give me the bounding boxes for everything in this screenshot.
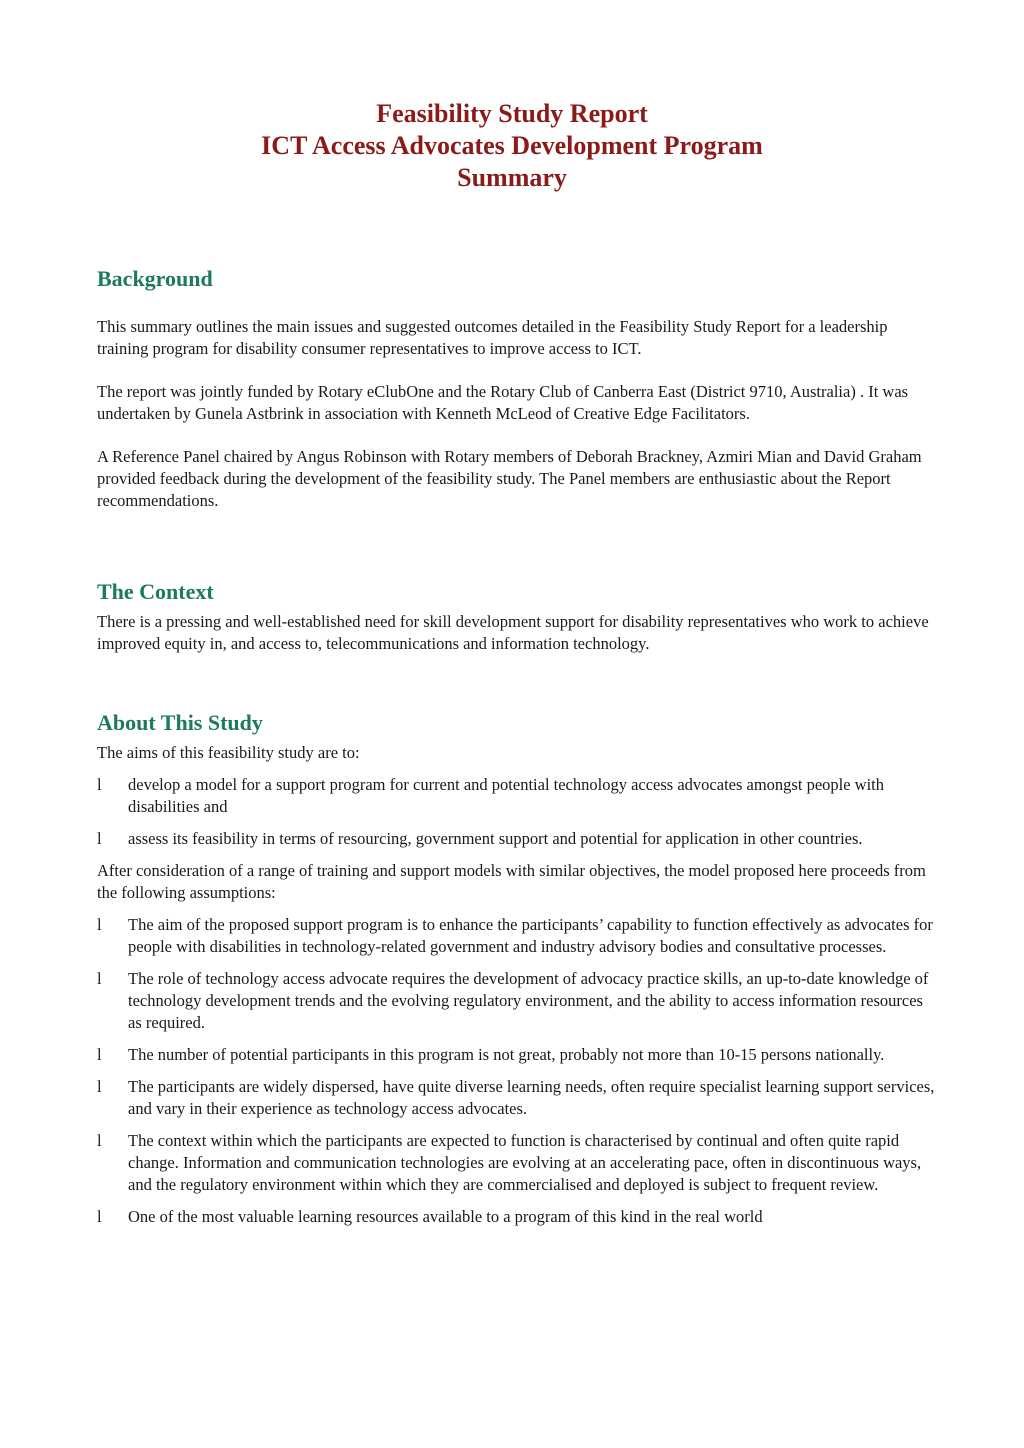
list-item-text: The participants are widely dispersed, have quite diverse learning needs, often require specialist learning support services, and vary in their experience as technology access advocates. [128,1077,935,1118]
list-item-text: The aim of the proposed support program is to enhance the participants’ capability to function effectively as advocates for people with disabilities in technology-related government and industry advisory bodies and consultative processes. [128,915,933,956]
list-item-text: assess its feasibility in terms of resourcing, government support and potential for application in other countries. [128,829,863,848]
bullet-icon: l [97,829,102,848]
assumptions-list [97,914,937,1228]
list-item-text: The number of potential participants in this program is not great, probably not more than 10-15 persons nationally. [128,1045,885,1064]
list-item [97,1044,937,1066]
bullet-icon: l [97,775,102,794]
list-item-text: The role of technology access advocate requires the development of advocacy practice skills, an up-to-date knowledge of technology development trends and the evolving regulatory environment, and the ability to access information resources as required. [128,969,929,1032]
study-intro: The aims of this feasibility study are to: [97,743,360,762]
list-item [97,914,937,958]
list-item [97,828,937,850]
list-item [97,774,937,818]
list-item [97,1076,937,1120]
assumptions-intro: After consideration of a range of training and support models with similar objectives, the model proposed here proceeds from the following assumptions: [97,861,926,902]
bullet-icon: l [97,1131,102,1150]
document-title [0,98,1024,194]
aims-list [97,774,937,850]
document-body [97,264,937,1228]
study-heading: About This Study [97,710,263,735]
context-paragraph: There is a pressing and well-established need for skill development support for disability representatives who work to achieve improved equity in, and access to, telecommunications and information technology. [97,612,929,653]
bullet-icon: l [97,915,102,934]
background-heading: Background [97,266,213,291]
list-item-text: One of the most valuable learning resources available to a program of this kind in the real world [128,1207,763,1226]
list-item [97,968,937,1034]
list-item-text: The context within which the participants are expected to function is characterised by continual and often quite rapid change. Information and communication technologies are evolving at an accelerating pace, often in discontinuous ways, and the regulatory environment within which they are commercialised and deployed is subject to frequent review. [128,1131,922,1194]
bullet-icon: l [97,969,102,988]
bullet-icon: l [97,1077,102,1096]
bullet-icon: l [97,1207,102,1226]
background-paragraph-1: This summary outlines the main issues and suggested outcomes detailed in the Feasibility Study Report for a leadership training program for disability consumer representatives to improve access to ICT. [97,317,888,358]
title-line-2: ICT Access Advocates Development Program [261,131,763,160]
list-item [97,1130,937,1196]
list-item [97,1206,937,1228]
list-item-text: develop a model for a support program for current and potential technology access advocates amongst people with disabilities and [128,775,885,816]
background-paragraph-2: The report was jointly funded by Rotary eClubOne and the Rotary Club of Canberra East (District 9710, Australia) . It was undertaken by Gunela Astbrink in association with Kenneth McLeod of Creative Edge Facilitators. [97,382,909,423]
title-line-1: Feasibility Study Report [376,99,648,128]
background-paragraph-3: A Reference Panel chaired by Angus Robinson with Rotary members of Deborah Brackney, Azmiri Mian and David Graham provided feedback during the development of the feasibility study. The Panel members are enthusiastic about the Report recommendations. [97,447,922,510]
context-heading: The Context [97,579,214,604]
title-line-3: Summary [457,163,567,192]
bullet-icon: l [97,1045,102,1064]
